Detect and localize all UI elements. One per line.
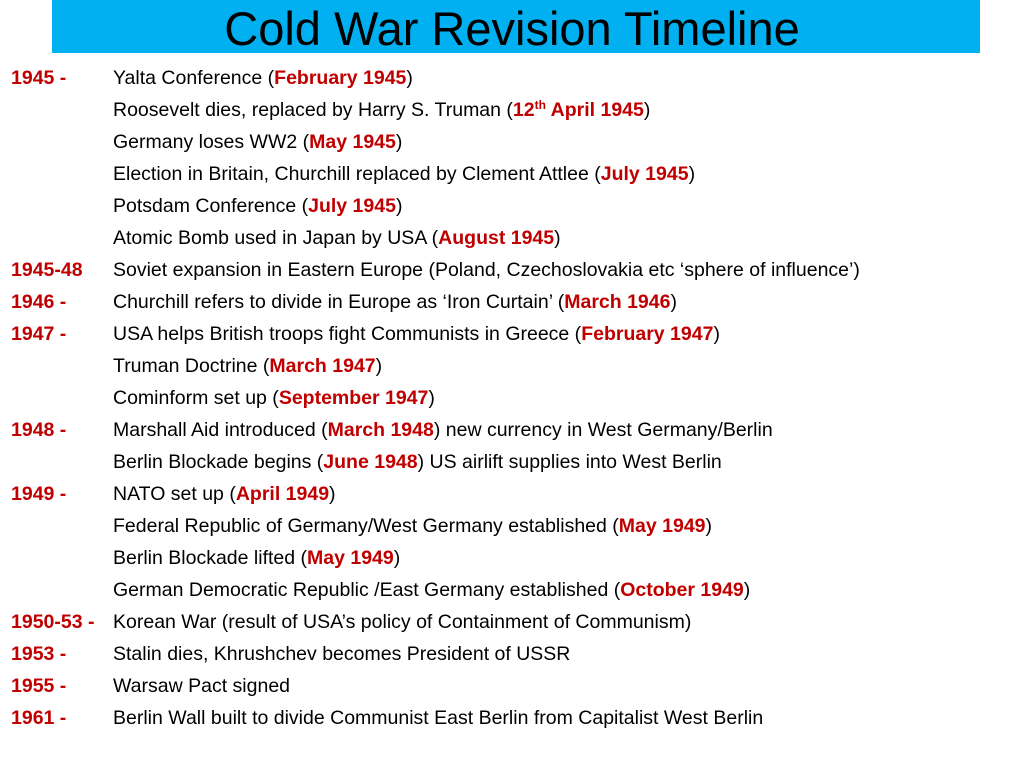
timeline-year: 1950-53 - — [11, 611, 95, 633]
timeline-row — [11, 606, 1016, 638]
timeline-year: 1945-48 — [11, 259, 83, 281]
timeline-row — [11, 158, 1016, 190]
event-text: NATO set up ( — [113, 483, 236, 505]
event-text: ) new currency in West Germany/Berlin — [433, 419, 773, 441]
timeline-row — [11, 670, 1016, 702]
timeline-year: 1948 - — [11, 419, 67, 441]
event-text: ) — [705, 515, 713, 537]
timeline-row — [11, 382, 1016, 414]
event-text: Korean War (result of USA’s policy of Containment of Communism) — [113, 611, 692, 633]
event-text: Berlin Blockade lifted ( — [113, 547, 308, 569]
event-date: July 1945 — [600, 163, 689, 185]
event-text: German Democratic Republic /East Germany established ( — [113, 579, 621, 601]
timeline-row — [11, 318, 1016, 350]
timeline-row — [11, 190, 1016, 222]
timeline-row — [11, 702, 1016, 734]
event-date: August 1945 — [438, 227, 555, 249]
timeline-row — [11, 222, 1016, 254]
event-text: USA helps British troops fight Communists in Greece ( — [113, 323, 582, 345]
event-text: ) — [393, 547, 401, 569]
timeline-event — [113, 606, 1016, 638]
timeline-row — [11, 510, 1016, 542]
event-text: ) — [670, 291, 677, 313]
event-date: March 1946 — [564, 291, 671, 313]
timeline-year: 1949 - — [11, 483, 67, 505]
event-date: June 1948 — [323, 451, 418, 473]
timeline-event — [113, 190, 1016, 222]
event-text: ) — [743, 579, 751, 601]
timeline-event — [113, 350, 1016, 382]
event-date: May 1949 — [618, 515, 706, 537]
event-text: ) — [554, 227, 561, 249]
event-text: Stalin dies, Khrushchev becomes President of USSR — [113, 643, 571, 665]
timeline-event — [113, 126, 1016, 158]
event-text: ) — [329, 483, 336, 505]
event-text: ) — [406, 67, 413, 89]
timeline-event — [113, 222, 1016, 254]
event-date: February 1945 — [274, 67, 407, 89]
event-date: October 1949 — [620, 579, 744, 601]
timeline-row — [11, 350, 1016, 382]
event-date: February 1947 — [581, 323, 714, 345]
event-date: th — [534, 98, 546, 112]
timeline-event — [113, 478, 1016, 510]
timeline-year: 1947 - — [11, 323, 67, 345]
event-text: Roosevelt dies, replaced by Harry S. Truman ( — [113, 99, 513, 121]
timeline-row — [11, 446, 1016, 478]
event-text: Berlin Wall built to divide Communist East Berlin from Capitalist West Berlin — [113, 707, 764, 729]
event-text: Potsdam Conference ( — [113, 195, 309, 217]
timeline-row — [11, 94, 1016, 126]
timeline-event — [113, 542, 1016, 574]
timeline-event — [113, 574, 1016, 606]
event-text: ) US airlift supplies into West Berlin — [417, 451, 722, 473]
event-date: May 1945 — [309, 131, 396, 153]
event-date: 12 — [512, 99, 535, 121]
event-text: Berlin Blockade begins ( — [113, 451, 324, 473]
timeline-event — [113, 414, 1016, 446]
timeline-event — [113, 510, 1016, 542]
timeline-year: 1955 - — [11, 675, 67, 697]
event-text: Yalta Conference ( — [113, 67, 275, 89]
event-text: Warsaw Pact signed — [113, 675, 291, 697]
event-text: ) — [375, 355, 383, 377]
timeline-row — [11, 254, 1016, 286]
timeline-row — [11, 574, 1016, 606]
event-text: Churchill refers to divide in Europe as ‘Iron Curtain’ ( — [113, 291, 565, 313]
event-date: April 1945 — [545, 99, 644, 121]
page-title: Cold War Revision Timeline — [224, 2, 800, 55]
event-text: Truman Doctrine ( — [113, 355, 270, 377]
timeline-event — [113, 670, 1016, 702]
event-text: Cominform set up ( — [113, 387, 279, 409]
event-date: April 1949 — [235, 483, 330, 505]
event-text: ) — [643, 99, 651, 121]
timeline-row — [11, 478, 1016, 510]
timeline-event — [113, 158, 1016, 190]
timeline-list — [11, 62, 1016, 734]
event-date: March 1948 — [327, 419, 434, 441]
event-text: ) — [395, 195, 403, 217]
timeline-year: 1961 - — [11, 707, 67, 729]
timeline-event — [113, 638, 1016, 670]
timeline-row — [11, 126, 1016, 158]
event-text: ) — [395, 131, 403, 153]
timeline-event — [113, 286, 1016, 318]
event-text: Election in Britain, Churchill replaced by Clement Attlee ( — [113, 163, 601, 185]
event-date: September 1947 — [278, 387, 429, 409]
timeline-event — [113, 258, 873, 282]
timeline-event — [113, 318, 1016, 350]
event-text: ) — [428, 387, 435, 409]
timeline-row — [11, 62, 1016, 94]
timeline-event — [113, 382, 1016, 414]
event-date: May 1949 — [307, 547, 394, 569]
timeline-row — [11, 638, 1016, 670]
event-text: Marshall Aid introduced ( — [113, 419, 328, 441]
event-text: Germany loses WW2 ( — [113, 131, 310, 153]
event-date: March 1947 — [269, 355, 376, 377]
timeline-event — [113, 94, 1016, 126]
timeline-row — [11, 414, 1016, 446]
event-text: Federal Republic of Germany/West Germany established ( — [113, 515, 619, 537]
timeline-row — [11, 542, 1016, 574]
timeline-event — [113, 446, 1016, 478]
timeline-event — [113, 702, 1016, 734]
timeline-event — [113, 62, 1016, 94]
event-text: ) — [688, 163, 696, 185]
event-date: July 1945 — [308, 195, 396, 217]
event-text: Atomic Bomb used in Japan by USA ( — [113, 227, 439, 249]
timeline-year: 1946 - — [11, 291, 67, 313]
event-text: ) — [713, 323, 720, 345]
timeline-row — [11, 286, 1016, 318]
timeline-year: 1953 - — [11, 643, 67, 665]
timeline-year: 1945 - — [11, 67, 67, 89]
event-text: Soviet expansion in Eastern Europe (Poland, Czechoslovakia etc ‘sphere of influence’) — [113, 259, 860, 281]
